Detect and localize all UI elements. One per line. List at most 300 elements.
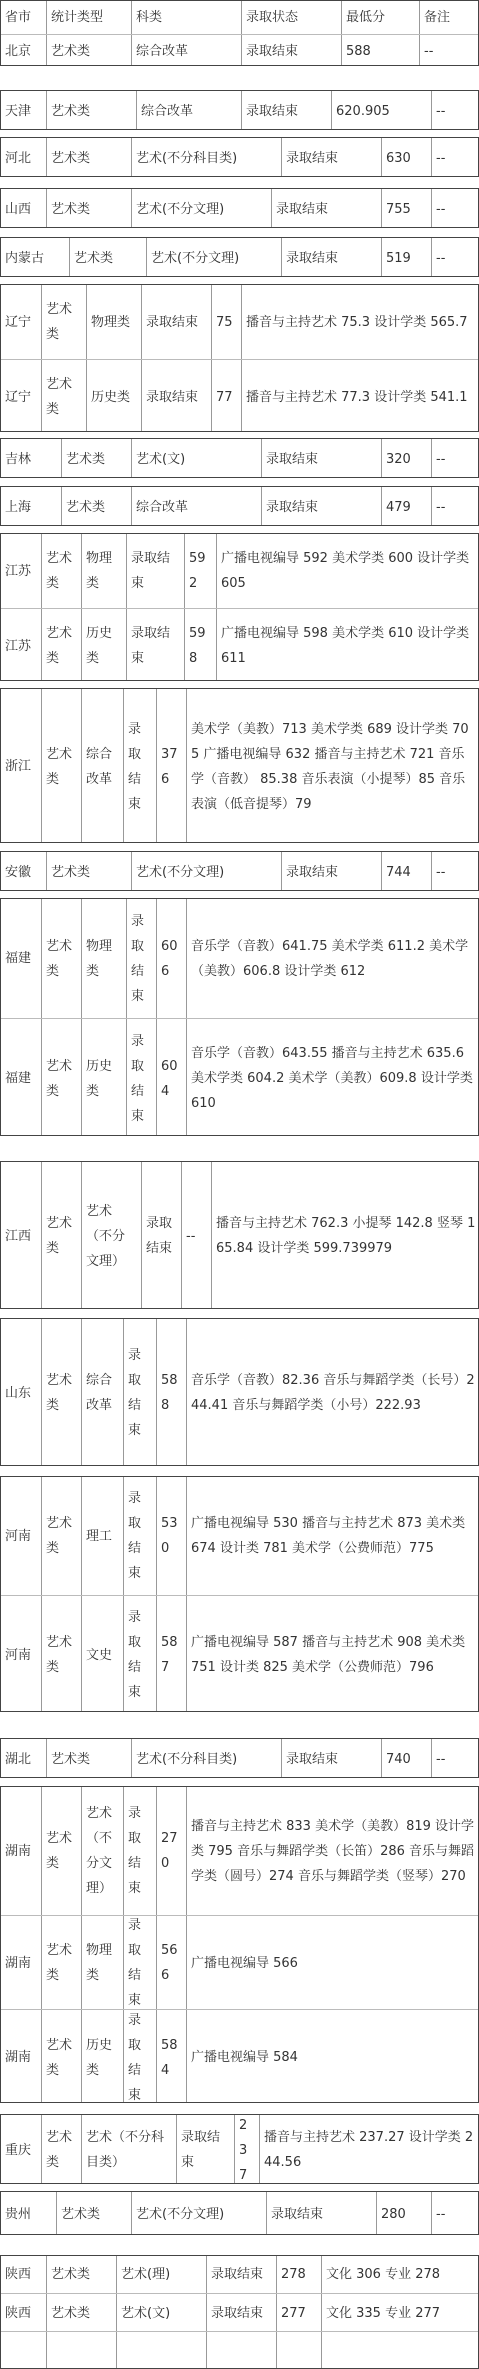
subject-text: 艺术(文)	[136, 451, 186, 467]
province-cell	[1, 899, 41, 1018]
subject-text: 历史类	[91, 389, 131, 405]
subject-text: 综合改革	[136, 44, 189, 59]
status-text: 录取结束	[271, 2206, 324, 2222]
stat-type-text: 艺术类	[46, 2037, 73, 2078]
min-score-text: 530	[161, 1516, 178, 1556]
remark-cell	[431, 852, 479, 891]
remark-text: --	[436, 864, 446, 880]
province-text: 陕西	[5, 2305, 32, 2321]
min-score-cell	[276, 2256, 321, 2293]
stat-type-cell	[41, 1596, 81, 1712]
subject-text: 历史类	[86, 2037, 113, 2078]
min-score-text: 587	[161, 1635, 178, 1675]
min-score-cell	[381, 439, 431, 478]
min-score-text: 588	[346, 44, 371, 59]
stat-type-cell	[46, 2294, 116, 2332]
min-score-text: 620.905	[336, 103, 390, 119]
remark-cell	[321, 2294, 479, 2332]
subject-cell	[116, 2256, 206, 2293]
province-text: 辽宁	[5, 389, 32, 405]
subject-cell	[146, 238, 281, 277]
table-row	[1, 189, 478, 228]
min-score-cell	[156, 689, 186, 843]
remark-cell	[186, 1319, 479, 1466]
min-score-cell	[381, 852, 431, 891]
subject-cell	[81, 899, 126, 1018]
table-row	[1, 34, 478, 66]
min-score-cell	[156, 899, 186, 1018]
subject-cell	[131, 35, 241, 66]
province-text: 贵州	[5, 2206, 32, 2222]
status-cell	[123, 1477, 156, 1595]
subject-text: 艺术（不分文理）	[86, 1806, 113, 1896]
table-row	[1, 2331, 478, 2369]
status-text: 录取结束	[146, 1216, 173, 1256]
table-row	[1, 689, 478, 843]
subject-text: 综合改革	[141, 103, 194, 119]
status-cell	[266, 2192, 376, 2235]
province-cell	[1, 1162, 41, 1309]
min-score-cell	[156, 1019, 186, 1136]
status-cell	[123, 1787, 156, 1915]
stat-type-text: 艺术类	[46, 1635, 73, 1675]
min-score-text: 277	[281, 2305, 306, 2321]
remark-text: 播音与主持艺术 75.3 设计学类 565.7	[246, 314, 468, 330]
remark-cell	[431, 439, 479, 478]
province-text: 江苏	[5, 563, 32, 579]
table-row	[1, 1595, 478, 1712]
subject-text: 艺术(文)	[121, 2305, 171, 2321]
min-score-text: 755	[386, 201, 411, 217]
remark-text: --	[436, 499, 446, 515]
status-cell	[123, 1319, 156, 1466]
subject-text: 艺术（不分科目类）	[86, 2130, 165, 2170]
status-cell	[261, 487, 381, 526]
min-score-cell	[156, 1916, 186, 2010]
subject-cell	[131, 487, 261, 526]
subject-cell	[81, 1916, 123, 2010]
province-text: 辽宁	[5, 314, 32, 330]
min-score-text: 75	[216, 314, 233, 330]
subject-cell	[131, 138, 281, 177]
table-row	[1, 1787, 478, 1915]
province-text: 山东	[5, 1385, 32, 1401]
min-score-text: 278	[281, 2267, 306, 2282]
stat-type-text: 艺术类	[51, 201, 91, 217]
stat-type-cell	[61, 439, 131, 478]
province-cell	[1, 487, 61, 526]
min-score-text: 740	[386, 1751, 411, 1767]
stat-type-text: 艺术类	[46, 1516, 73, 1556]
province-text: 安徽	[5, 864, 32, 880]
status-text: 录取结束	[128, 1806, 142, 1896]
min-score-text: 519	[386, 250, 411, 266]
remark-text: 备注	[424, 10, 451, 25]
remark-cell	[186, 1019, 479, 1136]
min-score-text: 606	[161, 938, 178, 979]
status-text: 录取结束	[246, 44, 299, 59]
subject-text: 文史	[86, 1647, 113, 1663]
remark-text: 文化 306 专业 278	[326, 2267, 441, 2282]
province-cell	[1, 689, 41, 843]
remark-cell	[431, 238, 479, 277]
status-cell	[126, 1019, 156, 1136]
stat-type-cell	[46, 35, 131, 66]
min-score-text: 最低分	[346, 10, 386, 25]
min-score-cell	[184, 534, 216, 608]
province-cell	[1, 1787, 41, 1915]
subject-text: 科类	[136, 10, 163, 25]
min-score-cell	[184, 609, 216, 681]
status-text: 录取结束	[146, 314, 199, 330]
stat-type-text: 艺术类	[51, 864, 91, 880]
province-cell	[1, 1, 46, 34]
status-text: 录取结束	[181, 2130, 221, 2170]
stat-type-text: 艺术类	[46, 1216, 73, 1256]
province-text: 吉林	[5, 451, 32, 467]
remark-text: 美术学（美教）713 美术学类 689 设计学类 705 广播电视编导 632 播音与主持艺术 721 音乐学（音教） 85.38 音乐表演（小提琴）85 音乐表演（低音提琴）79	[191, 721, 469, 812]
province-text: 江西	[5, 1228, 32, 1244]
min-score-cell	[331, 91, 431, 130]
stat-type-text: 艺术类	[51, 1751, 91, 1767]
province-cell	[1, 852, 46, 891]
table-block	[0, 533, 479, 681]
province-cell	[1, 2256, 46, 2293]
stat-type-text: 艺术类	[46, 746, 73, 787]
min-score-text: 584	[161, 2037, 178, 2078]
status-cell	[206, 2256, 276, 2293]
subject-text: 综合改革	[86, 1373, 113, 1413]
min-score-text: 237	[239, 2117, 248, 2183]
subject-cell	[86, 360, 141, 432]
stat-type-text: 艺术类	[51, 2305, 91, 2321]
table-block	[0, 438, 479, 478]
table-row	[1, 2115, 478, 2184]
status-text: 录取结束	[128, 1610, 142, 1700]
table-block	[0, 237, 479, 277]
status-cell	[123, 1596, 156, 1712]
province-cell	[1, 1019, 41, 1136]
status-cell	[141, 360, 211, 432]
min-score-cell	[381, 238, 431, 277]
stat-type-cell	[56, 2192, 131, 2235]
stat-type-cell	[46, 189, 131, 228]
subject-cell	[81, 1019, 126, 1136]
table-block	[0, 90, 479, 130]
min-score-cell	[156, 1596, 186, 1712]
status-text: 录取结束	[266, 499, 319, 515]
header-row	[1, 1, 478, 34]
stat-type-text: 艺术类	[46, 1943, 73, 1983]
remark-cell	[186, 899, 479, 1018]
min-score-text: 320	[386, 451, 411, 467]
table-row	[1, 534, 478, 608]
subject-cell	[81, 1319, 123, 1466]
remark-cell	[431, 2192, 479, 2235]
status-text: 录取结束	[128, 1348, 142, 1438]
min-score-text: 479	[386, 499, 411, 515]
table-row	[1, 1319, 478, 1466]
subject-text: 艺术(不分文理)	[136, 2206, 225, 2222]
status-text: 录取结束	[211, 2267, 264, 2282]
stat-type-cell	[41, 1019, 81, 1136]
stat-type-text: 艺术类	[46, 626, 73, 666]
province-text: 省市	[5, 10, 32, 25]
status-text: 录取状态	[246, 10, 299, 25]
status-text: 录取结束	[131, 551, 171, 591]
province-cell	[1, 2294, 46, 2332]
subject-cell	[131, 439, 261, 478]
table-block	[0, 1738, 479, 1778]
min-score-cell	[211, 360, 241, 432]
subject-text: 艺术(不分文理)	[136, 864, 225, 880]
subject-cell	[116, 2332, 206, 2369]
province-cell	[1, 609, 41, 681]
province-cell	[1, 534, 41, 608]
stat-type-text: 艺术类	[66, 451, 106, 467]
remark-cell	[431, 487, 479, 526]
province-cell	[1, 189, 46, 228]
remark-text: 播音与主持艺术 237.27 设计学类 244.56	[264, 2130, 474, 2170]
subject-text: 历史类	[86, 1058, 113, 1099]
stat-type-cell	[46, 852, 131, 891]
table-block	[0, 188, 479, 228]
stat-type-text: 艺术类	[51, 2267, 91, 2282]
table-block	[0, 1476, 479, 1712]
stat-type-cell	[46, 1739, 131, 1778]
remark-text: 文化 335 专业 277	[326, 2305, 441, 2321]
status-cell	[126, 899, 156, 1018]
status-text: 录取结束	[128, 721, 142, 812]
subject-text: 艺术(不分文理)	[151, 250, 240, 266]
remark-cell	[186, 689, 479, 843]
min-score-cell	[156, 1787, 186, 1915]
stat-type-text: 艺术类	[46, 1831, 73, 1871]
min-score-cell	[156, 2010, 186, 2103]
remark-text: 音乐学（音教）82.36 音乐与舞蹈学类（长号）244.41 音乐与舞蹈学类（小号）222.93	[191, 1373, 475, 1413]
status-cell	[126, 534, 184, 608]
stat-type-cell	[69, 238, 146, 277]
min-score-text: 588	[161, 1373, 178, 1413]
subject-text: 艺术(不分文理)	[136, 201, 225, 217]
stat-type-cell	[41, 899, 81, 1018]
table-row	[1, 1739, 478, 1778]
province-text: 山西	[5, 201, 32, 217]
stat-type-text: 艺术类	[46, 377, 73, 417]
subject-cell	[81, 2115, 176, 2184]
subject-cell	[131, 852, 281, 891]
remark-text: 广播电视编导 587 播音与主持艺术 908 美术类 751 设计类 825 美术学（公费师范）796	[191, 1635, 466, 1675]
province-cell	[1, 360, 41, 432]
province-text: 重庆	[5, 2142, 32, 2158]
status-cell	[281, 238, 381, 277]
table-block	[0, 1318, 479, 1466]
table-row	[1, 899, 478, 1018]
remark-cell	[419, 35, 479, 66]
stat-type-text: 艺术类	[46, 938, 73, 979]
province-cell	[1, 1319, 41, 1466]
province-text: 江苏	[5, 638, 32, 654]
province-text: 湖南	[5, 1843, 32, 1859]
stat-type-cell	[41, 1477, 81, 1595]
province-text: 福建	[5, 1071, 32, 1086]
remark-text: 广播电视编导 584	[191, 2050, 298, 2065]
status-cell	[241, 91, 331, 130]
remark-cell	[211, 1162, 479, 1309]
remark-text: --	[436, 250, 446, 266]
min-score-text: 630	[386, 150, 411, 166]
subject-cell	[81, 1787, 123, 1915]
min-score-cell	[276, 2332, 321, 2369]
province-cell	[1, 35, 46, 66]
remark-text: --	[436, 150, 446, 166]
table-row	[1, 2009, 478, 2103]
subject-cell	[81, 2010, 123, 2103]
province-cell	[1, 138, 46, 177]
min-score-cell	[381, 189, 431, 228]
stat-type-cell	[41, 285, 86, 359]
remark-cell	[431, 138, 479, 177]
min-score-cell	[376, 2192, 431, 2235]
subject-cell	[81, 609, 126, 681]
table-row	[1, 852, 478, 891]
province-text: 陕西	[5, 2267, 32, 2282]
remark-text: 播音与主持艺术 762.3 小提琴 142.8 竖琴 165.84 设计学类 599.739979	[216, 1216, 476, 1256]
min-score-cell	[156, 1319, 186, 1466]
status-cell	[281, 852, 381, 891]
province-cell	[1, 439, 61, 478]
table-block	[0, 137, 479, 177]
remark-text: 广播电视编导 530 播音与主持艺术 873 美术类 674 设计类 781 美术学（公费师范）775	[191, 1516, 466, 1556]
stat-type-cell	[41, 609, 81, 681]
province-cell	[1, 2192, 56, 2235]
status-cell	[206, 2294, 276, 2332]
status-cell	[281, 138, 381, 177]
remark-cell	[419, 1, 479, 34]
stat-type-cell	[41, 1916, 81, 2010]
remark-text: --	[436, 103, 446, 119]
stat-type-cell	[41, 1162, 81, 1309]
table-row	[1, 238, 478, 277]
remark-cell	[216, 609, 479, 681]
table-block	[0, 0, 479, 66]
status-text: 录取结束	[266, 451, 319, 467]
province-text: 湖北	[5, 1751, 32, 1767]
table-row	[1, 2293, 478, 2332]
status-text: 录取结束	[128, 1491, 142, 1581]
stat-type-text: 艺术类	[46, 551, 73, 591]
table-row	[1, 1477, 478, 1595]
min-score-cell	[234, 2115, 259, 2184]
remark-text: --	[436, 2206, 446, 2222]
province-cell	[1, 2010, 41, 2103]
status-text: 录取结束	[246, 103, 299, 119]
table-block	[0, 284, 479, 432]
min-score-cell	[381, 1739, 431, 1778]
min-score-text: 376	[161, 746, 178, 787]
stat-type-cell	[46, 2332, 116, 2369]
stat-type-text: 艺术类	[46, 302, 73, 342]
status-text: 录取结束	[131, 913, 145, 1004]
min-score-cell	[341, 35, 419, 66]
province-cell	[1, 1477, 41, 1595]
stat-type-cell	[41, 360, 86, 432]
stat-type-cell	[61, 487, 131, 526]
remark-text: 广播电视编导 598 美术学类 610 设计学类 611	[221, 626, 470, 666]
remark-cell	[186, 1477, 479, 1595]
min-score-cell	[211, 285, 241, 359]
province-text: 浙江	[5, 759, 32, 774]
status-text: 录取结束	[286, 864, 339, 880]
province-text: 河南	[5, 1528, 32, 1544]
table-block	[0, 2255, 479, 2369]
subject-text: 物理类	[86, 551, 113, 591]
province-cell	[1, 2115, 41, 2184]
min-score-text: --	[186, 1228, 196, 1244]
subject-cell	[136, 91, 241, 130]
table-row	[1, 439, 478, 478]
stat-type-text: 艺术类	[61, 2206, 101, 2222]
province-cell	[1, 285, 41, 359]
status-text: 录取结束	[128, 2012, 142, 2103]
subject-text: 艺术(不分科目类)	[136, 150, 238, 166]
province-text: 河南	[5, 1647, 32, 1663]
province-cell	[1, 1916, 41, 2010]
remark-text: --	[436, 201, 446, 217]
min-score-cell	[276, 2294, 321, 2332]
province-text: 湖南	[5, 2050, 32, 2065]
stat-type-text: 艺术类	[51, 150, 91, 166]
stat-type-cell	[41, 1787, 81, 1915]
province-cell	[1, 2332, 46, 2369]
status-cell	[176, 2115, 234, 2184]
subject-text: 艺术（不分文理）	[86, 1203, 126, 1269]
remark-cell	[431, 189, 479, 228]
status-cell	[241, 1, 341, 34]
table-row	[1, 359, 478, 432]
stat-type-text: 艺术类	[66, 499, 106, 515]
table-row	[1, 1915, 478, 2010]
stat-type-text: 艺术类	[74, 250, 114, 266]
subject-cell	[81, 1596, 123, 1712]
province-text: 内蒙古	[5, 250, 45, 266]
remark-cell	[321, 2256, 479, 2293]
province-cell	[1, 1596, 41, 1712]
stat-type-cell	[41, 689, 81, 843]
stat-type-cell	[41, 534, 81, 608]
table-row	[1, 2192, 478, 2235]
remark-cell	[321, 2332, 479, 2369]
subject-cell	[81, 1162, 141, 1309]
remark-cell	[431, 1739, 479, 1778]
table-row	[1, 285, 478, 359]
status-text: 录取结束	[131, 626, 171, 666]
subject-cell	[81, 689, 123, 843]
remark-text: 音乐学（音教）643.55 播音与主持艺术 635.6 美术学类 604.2 美术学（美教）609.8 设计学类 610	[191, 1046, 473, 1111]
stat-type-cell	[46, 91, 136, 130]
status-cell	[281, 1739, 381, 1778]
province-text: 福建	[5, 951, 32, 966]
status-cell	[126, 609, 184, 681]
stat-type-cell	[41, 2115, 81, 2184]
subject-cell	[116, 2294, 206, 2332]
subject-cell	[81, 534, 126, 608]
min-score-text: 604	[161, 1058, 178, 1099]
remark-cell	[241, 285, 479, 359]
stat-type-cell	[46, 1, 131, 34]
table-block	[0, 2114, 479, 2184]
remark-cell	[186, 1596, 479, 1712]
